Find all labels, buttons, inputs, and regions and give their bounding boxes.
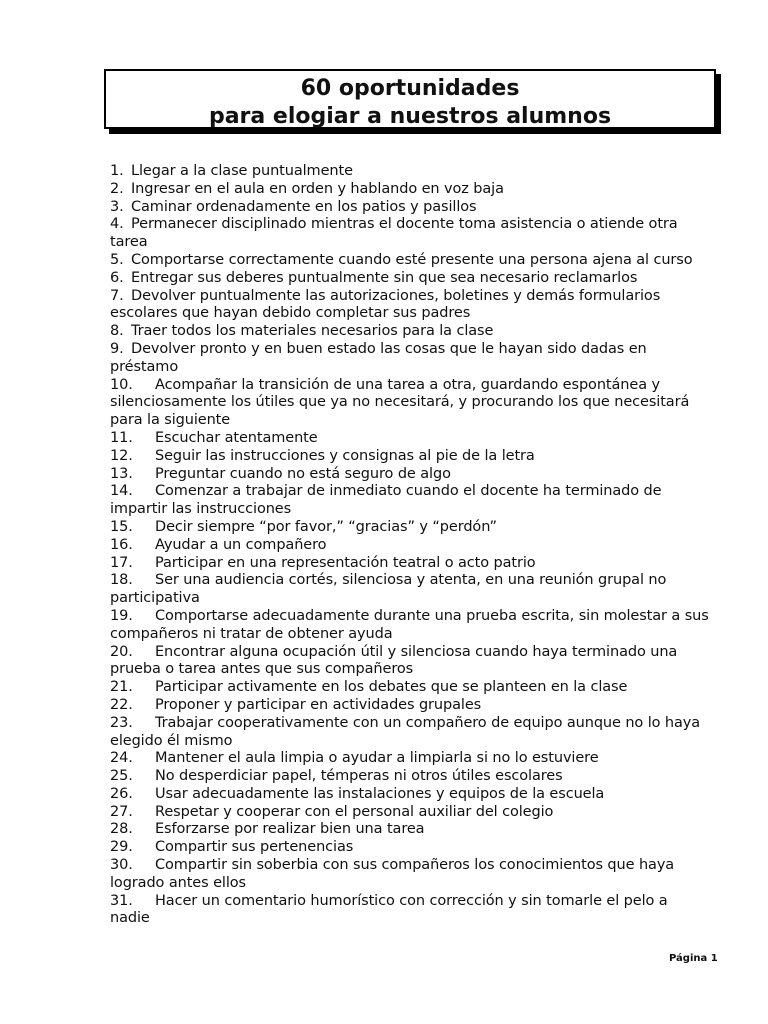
item-number: 26. [110, 785, 133, 802]
item-text: Caminar ordenadamente en los patios y pasillos [131, 198, 477, 215]
item-number: 14. [110, 483, 133, 500]
item-number: 7. [110, 287, 124, 304]
list-item [110, 804, 710, 822]
item-text: Participar en una representación teatral o acto patrio [155, 554, 536, 571]
item-text: Ser una audiencia cortés, silenciosa y atenta, en una reunión grupal no participativa [110, 572, 667, 607]
list-item [110, 323, 710, 341]
list-item [110, 483, 710, 519]
item-text: Permanecer disciplinado mientras el docente toma asistencia o atiende otra tarea [110, 216, 678, 251]
list-item [110, 572, 710, 608]
item-text: Trabajar cooperativamente con un compañero de equipo aunque no lo haya elegido él mismo [110, 714, 701, 749]
item-number: 18. [110, 572, 133, 589]
item-text: Encontrar alguna ocupación útil y silenciosa cuando haya terminado una prueba o tarea antes que sus compañeros [110, 643, 678, 678]
list-item [110, 555, 710, 573]
list-item [110, 430, 710, 448]
list-item [110, 466, 710, 484]
item-number: 24. [110, 750, 133, 767]
item-number: 25. [110, 768, 133, 785]
item-number: 29. [110, 839, 133, 856]
item-text: Compartir sus pertenencias [155, 839, 354, 856]
page-number: Página 1 [669, 953, 718, 964]
item-text: Acompañar la transición de una tarea a otra, guardando espontánea y silenciosamente los útiles que ya no necesitará, y procurando los que necesitará para la siguiente [110, 376, 690, 429]
item-text: Usar adecuadamente las instalaciones y equipos de la escuela [155, 785, 605, 802]
item-number: 20. [110, 643, 133, 660]
list-item [110, 644, 710, 680]
list-item [110, 786, 710, 804]
item-text: Preguntar cuando no está seguro de algo [155, 465, 451, 482]
item-number: 5. [110, 251, 124, 268]
item-number: 10. [110, 376, 133, 393]
praise-list [110, 163, 710, 928]
item-text: Ayudar a un compañero [155, 536, 327, 553]
title-box [104, 69, 716, 129]
list-item [110, 377, 710, 430]
item-number: 8. [110, 323, 124, 340]
title-line-1: 60 oportunidades [300, 76, 520, 101]
list-item [110, 821, 710, 839]
item-text: Seguir las instrucciones y consignas al pie de la letra [155, 447, 535, 464]
list-item [110, 448, 710, 466]
list-item [110, 857, 710, 893]
list-item [110, 715, 710, 751]
title-line-2: para elogiar a nuestros alumnos [208, 104, 612, 129]
item-number: 6. [110, 269, 124, 286]
item-text: Compartir sin soberbia con sus compañeros los conocimientos que haya logrado antes ellos [110, 857, 675, 891]
item-text: Entregar sus deberes puntualmente sin que sea necesario reclamarlos [131, 269, 638, 286]
item-number: 30. [110, 857, 133, 874]
item-text: Comenzar a trabajar de inmediato cuando el docente ha terminado de impartir las instrucciones [110, 483, 662, 518]
item-text: Devolver puntualmente las autorizaciones, boletines y demás formularios escolares que hayan debido completar sus padres [110, 287, 661, 322]
item-number: 31. [110, 892, 133, 909]
item-number: 21. [110, 679, 133, 696]
list-item [110, 893, 710, 929]
item-text: Devolver pronto y en buen estado las cosas que le hayan sido dadas en préstamo [110, 340, 647, 375]
list-item [110, 199, 710, 217]
item-number: 4. [110, 216, 124, 233]
item-text: Decir siempre “por favor,” “gracias” y “perdón” [155, 518, 497, 535]
list-item [110, 679, 710, 697]
item-number: 16. [110, 536, 133, 553]
item-text: Hacer un comentario humorístico con corrección y sin tomarle el pelo a nadie [110, 892, 668, 927]
item-number: 15. [110, 518, 133, 535]
item-number: 11. [110, 429, 133, 446]
item-text: Proponer y participar en actividades grupales [155, 696, 482, 713]
list-item [110, 270, 710, 288]
item-number: 27. [110, 803, 133, 820]
item-text: Esforzarse por realizar bien una tarea [155, 821, 425, 838]
list-item [110, 216, 710, 252]
item-number: 23. [110, 714, 133, 731]
item-text: Comportarse correctamente cuando esté presente una persona ajena al curso [131, 251, 693, 268]
item-number: 3. [110, 198, 124, 215]
item-text: Ingresar en el aula en orden y hablando en voz baja [131, 180, 504, 197]
item-number: 28. [110, 821, 133, 838]
list-item [110, 181, 710, 199]
list-item [110, 519, 710, 537]
item-text: Escuchar atentamente [155, 429, 318, 446]
item-number: 22. [110, 696, 133, 713]
list-item [110, 341, 710, 377]
item-text: Mantener el aula limpia o ayudar a limpiarla si no lo estuviere [155, 750, 599, 767]
list-item [110, 288, 710, 324]
item-number: 13. [110, 465, 133, 482]
item-text: Llegar a la clase puntualmente [131, 163, 353, 179]
list-item [110, 537, 710, 555]
list-item [110, 839, 710, 857]
item-text: Respetar y cooperar con el personal auxiliar del colegio [155, 803, 554, 820]
item-number: 1. [110, 163, 124, 179]
item-text: No desperdiciar papel, témperas ni otros útiles escolares [155, 768, 563, 785]
list-item [110, 252, 710, 270]
list-item [110, 163, 710, 181]
item-text: Comportarse adecuadamente durante una prueba escrita, sin molestar a sus compañeros ni tratar de obtener ayuda [110, 607, 709, 642]
list-item [110, 608, 710, 644]
item-text: Participar activamente en los debates que se planteen en la clase [155, 679, 628, 696]
item-number: 12. [110, 447, 133, 464]
item-number: 17. [110, 554, 133, 571]
item-number: 9. [110, 340, 124, 357]
item-number: 2. [110, 180, 124, 197]
list-item [110, 768, 710, 786]
item-number: 19. [110, 607, 133, 624]
list-item [110, 750, 710, 768]
list-item [110, 697, 710, 715]
item-text: Traer todos los materiales necesarios para la clase [131, 323, 494, 340]
